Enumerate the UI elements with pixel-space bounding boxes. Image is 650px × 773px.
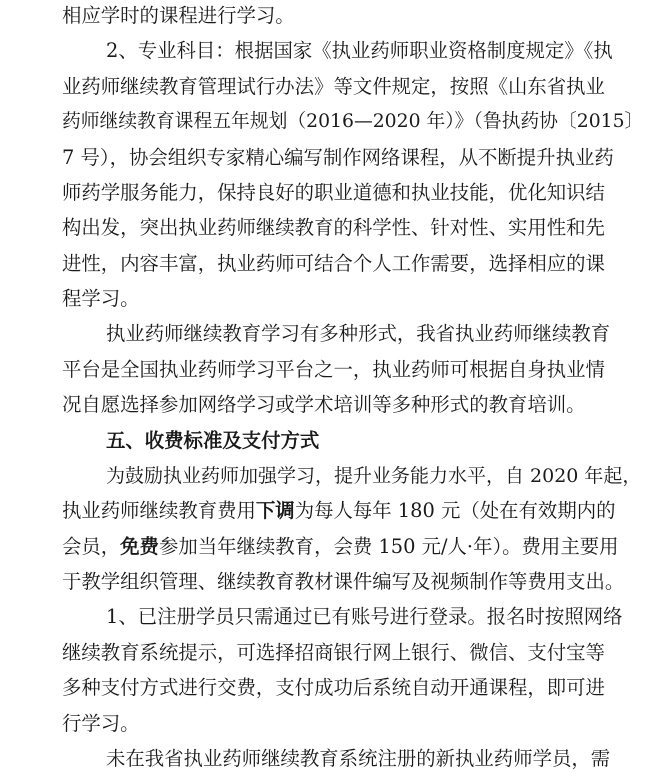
- text-segment: 会员，: [62, 535, 121, 558]
- text-segment: 参加当年继续教育，会费 150 元/人·年）。费用主要用: [158, 535, 619, 558]
- text-line-5: 7 号），协会组织专家精心编写制作网络课程，从不断提升执业药: [62, 146, 614, 169]
- text-line-6: 师药学服务能力，保持良好的职业道德和执业技能，优化知识结: [62, 181, 605, 204]
- text-segment: 执业药师继续教育费用: [62, 499, 256, 522]
- text-line-17: 于教学组织管理、继续教育教材课件编写及视频制作等费用支出。: [62, 570, 625, 593]
- text-line-16: [62, 535, 619, 559]
- text-line-8: 进性，内容丰富，执业药师可结合个人工作需要，选择相应的课: [62, 252, 605, 275]
- text-line-18: 1、已注册学员只需通过已有账号进行登录。报名时按照网络: [106, 605, 623, 628]
- emphasis-down-adjust: 下调: [255, 499, 295, 522]
- section-heading: 五、收费标准及支付方式: [106, 429, 320, 452]
- text-segment: 为每人每年 180 元（处在有效期内的: [294, 499, 616, 522]
- text-line-7: 构出发，突出执业药师继续教育的科学性、针对性、实用性和先: [62, 216, 605, 239]
- text-line-3: 业药师继续教育管理试行办法》等文件规定，按照《山东省执业: [62, 75, 605, 98]
- text-line-4: 药师继续教育课程五年规划（2016—2020 年）》（鲁执药协〔2015〕: [62, 111, 644, 132]
- text-line-20: 多种支付方式进行交费，支付成功后系统自动开通课程，即可进: [62, 676, 605, 699]
- text-line-19: 继续教育系统提示，可选择招商银行网上银行、微信、支付宝等: [62, 641, 605, 664]
- text-line-1: 相应学时的课程进行学习。: [62, 4, 295, 27]
- text-line-11: 平台是全国执业药师学习平台之一，执业药师可根据自身执业情: [62, 358, 605, 381]
- text-line-10: 执业药师继续教育学习有多种形式，我省执业药师继续教育: [106, 322, 611, 345]
- text-line-14: 为鼓励执业药师加强学习，提升业务能力水平，自 2020 年起，: [106, 465, 642, 487]
- text-line-15: [62, 499, 616, 523]
- text-line-22: 未在我省执业药师继续教育系统注册的新执业药师学员，需: [106, 747, 611, 770]
- emphasis-free: 免费: [120, 535, 159, 558]
- text-line-9: 程学习。: [62, 287, 140, 310]
- text-line-2: 2、专业科目：根据国家《执业药师职业资格制度规定》《执: [106, 39, 613, 62]
- text-line-21: 行学习。: [62, 712, 140, 735]
- text-line-12: 况自愿选择参加网络学习或学术培训等多种形式的教育培训。: [62, 393, 586, 416]
